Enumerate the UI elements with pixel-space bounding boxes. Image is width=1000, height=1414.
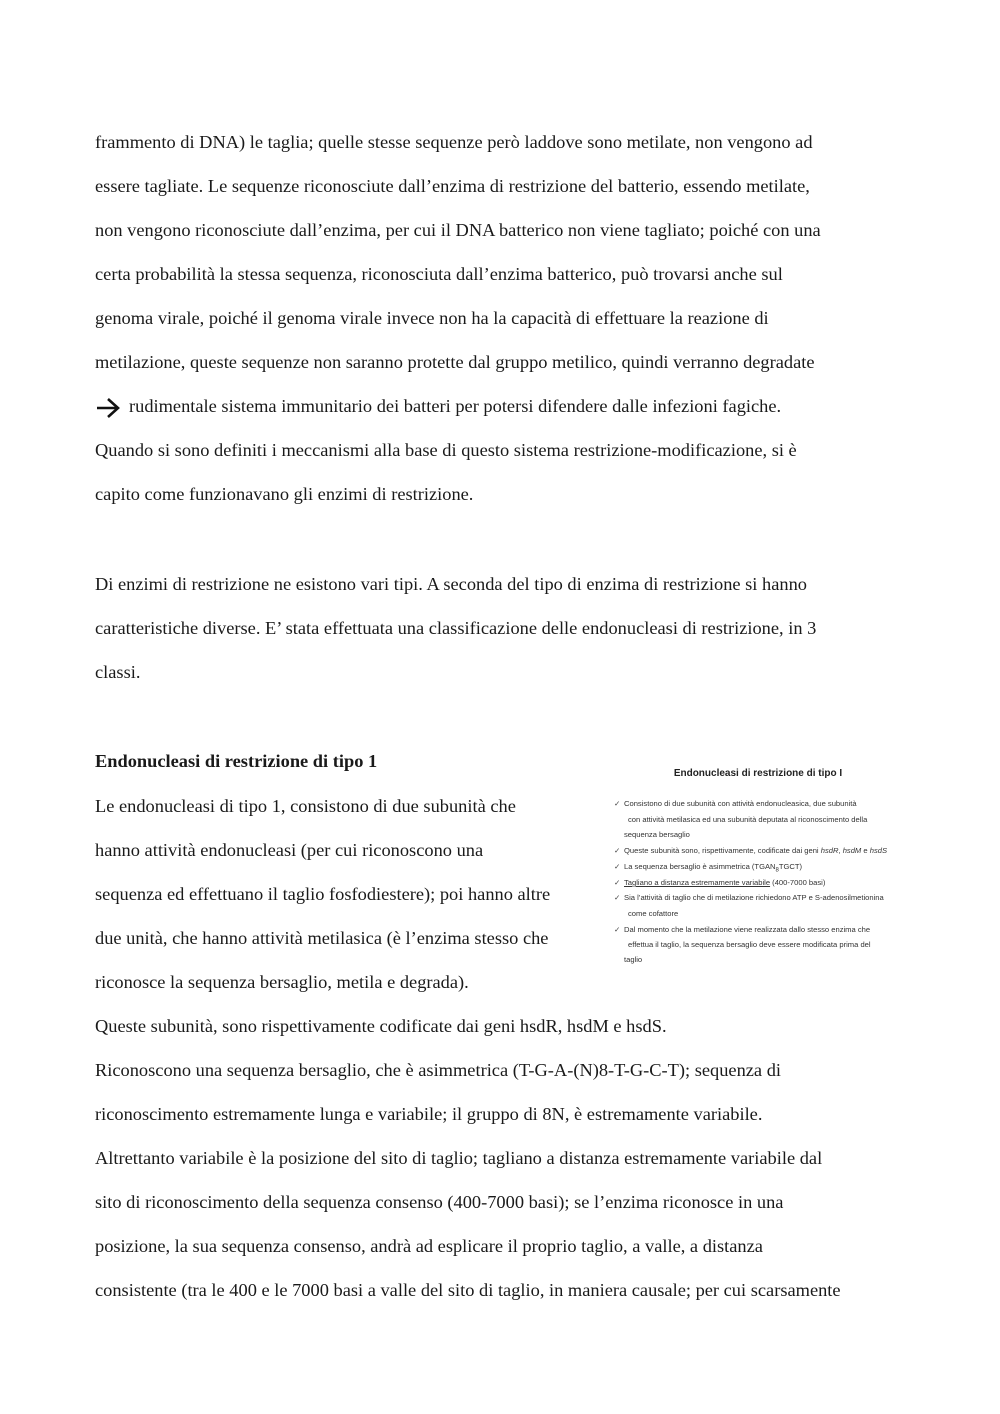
slide-bullet <box>614 796 857 811</box>
paragraph-line: non vengono riconosciute dall’enzima, per cui il DNA batterico non viene tagliato; poiché con una <box>95 220 821 240</box>
paragraph-line: genoma virale, poiché il genoma virale invece non ha la capacità di effettuare la reazione di <box>95 308 769 328</box>
gene-name: hsdS <box>869 846 888 855</box>
check-icon: ✓ <box>614 925 621 934</box>
paragraph-line: metilazione, queste sequenze non saranno protette dal gruppo metilico, quindi verranno degradate <box>95 352 815 372</box>
slide-bullet <box>614 890 884 905</box>
slide-figure <box>608 764 908 974</box>
slide-bullet-text: La sequenza bersaglio è asimmetrica (TGAN <box>624 862 776 871</box>
gene-name: hsdR <box>820 846 839 855</box>
section-line: Riconoscono una sequenza bersaglio, che è asimmetrica (T-G-A-(N)8-T-G-C-T); sequenza di <box>95 1060 782 1080</box>
section-heading: Endonucleasi di restrizione di tipo 1 <box>95 751 378 771</box>
slide-bullet <box>614 922 870 937</box>
paragraph-line: Quando si sono definiti i meccanismi alla base di questo sistema restrizione-modificazione, si è <box>95 440 797 460</box>
section-line: posizione, la sua sequenza consenso, andrà ad esplicare il proprio taglio, a valle, a distanza <box>95 1236 763 1256</box>
paragraph-line: essere tagliate. Le sequenze riconosciute dall’enzima di restrizione del batterio, essendo metilate, <box>95 176 810 196</box>
section-line: riconosce la sequenza bersaglio, metila e degrada). <box>95 972 469 992</box>
check-icon: ✓ <box>614 846 621 855</box>
slide-bullet-text: Sia l’attività di taglio che di metilazione richiedono ATP e S-adenosilmetionina <box>624 893 884 902</box>
section-line: Le endonucleasi di tipo 1, consistono di due subunità che <box>95 796 516 816</box>
paragraph-line: classi. <box>95 662 141 682</box>
slide-bullet-continuation: sequenza bersaglio <box>624 830 690 839</box>
slide-title: Endonucleasi di restrizione di tipo I <box>673 768 843 779</box>
slide-bullet-text: Consistono di due subunità con attività endonucleasica, due subunità <box>624 799 857 808</box>
paragraph-line: capito come funzionavano gli enzimi di restrizione. <box>95 484 474 504</box>
slide-bullet-text: , <box>838 846 843 855</box>
check-icon: ✓ <box>614 893 621 902</box>
section-line: Queste subunità, sono rispettivamente codificate dai geni hsdR, hsdM e hsdS. <box>95 1016 667 1036</box>
section-line: riconoscimento estremamente lunga e variabile; il gruppo di 8N, è estremamente variabile. <box>95 1104 763 1124</box>
section-line: sito di riconoscimento della sequenza consenso (400-7000 basi); se l’enzima riconosce in una <box>95 1192 784 1212</box>
slide-bullet-text: e <box>861 846 870 855</box>
slide-bullet-text: (400-7000 basi) <box>770 878 826 887</box>
slide-bullet-continuation: come cofattore <box>628 909 679 918</box>
section-line: consistente (tra le 400 e le 7000 basi a valle del sito di taglio, in maniera causale; per cui scarsamente <box>95 1280 841 1300</box>
paragraph-line: caratteristiche diverse. E’ stata effettuata una classificazione delle endonucleasi di restrizione, in 3 <box>95 618 817 638</box>
paragraph-line: frammento di DNA) le taglia; quelle stesse sequenze però laddove sono metilate, non vengono ad <box>95 132 813 152</box>
paragraph-line: certa probabilità la stessa sequenza, riconosciuta dall’enzima batterico, può trovarsi anche sul <box>95 264 783 284</box>
section-line: Altrettanto variabile è la posizione del sito di taglio; tagliano a distanza estremamente variabile dal <box>95 1148 823 1168</box>
slide-bullet-text: Dal momento che la metilazione viene realizzata dallo stesso enzima che <box>624 925 871 934</box>
slide-bullet <box>614 843 887 858</box>
paragraph-line-arrow <box>95 394 781 419</box>
slide-bullet-continuation: taglio <box>624 955 643 964</box>
paragraph-line-text: rudimentale sistema immunitario dei batteri per potersi difendere dalle infezioni fagiche. <box>129 396 782 416</box>
slide-bullet-underlined: Tagliano a distanza estremamente variabile <box>624 878 771 887</box>
paragraph-line: Di enzimi di restrizione ne esistono vari tipi. A seconda del tipo di enzima di restrizione si hanno <box>95 574 807 594</box>
slide-bullet-text: TGCT) <box>778 862 803 871</box>
slide-bullet-continuation: effettua il taglio, la sequenza bersaglio deve essere modificata prima del <box>628 940 871 949</box>
gene-name: hsdM <box>842 846 862 855</box>
slide-bullet-text: Queste subunità sono, rispettivamente, codificate dai geni <box>624 846 821 855</box>
check-icon: ✓ <box>614 862 621 871</box>
section-line: sequenza ed effettuano il taglio fosfodiestere); poi hanno altre <box>95 884 551 904</box>
right-arrow-icon <box>95 397 121 419</box>
section-line: hanno attività endonucleasi (per cui riconoscono una <box>95 840 484 860</box>
section-line: due unità, che hanno attività metilasica (è l’enzima stesso che <box>95 928 549 948</box>
slide-bullet <box>614 875 825 890</box>
subscript: 8 <box>775 867 779 874</box>
check-icon: ✓ <box>614 799 621 808</box>
check-icon: ✓ <box>614 878 621 887</box>
slide-bullet-continuation: con attività metilasica ed una subunità deputata al riconoscimento della <box>628 815 868 824</box>
